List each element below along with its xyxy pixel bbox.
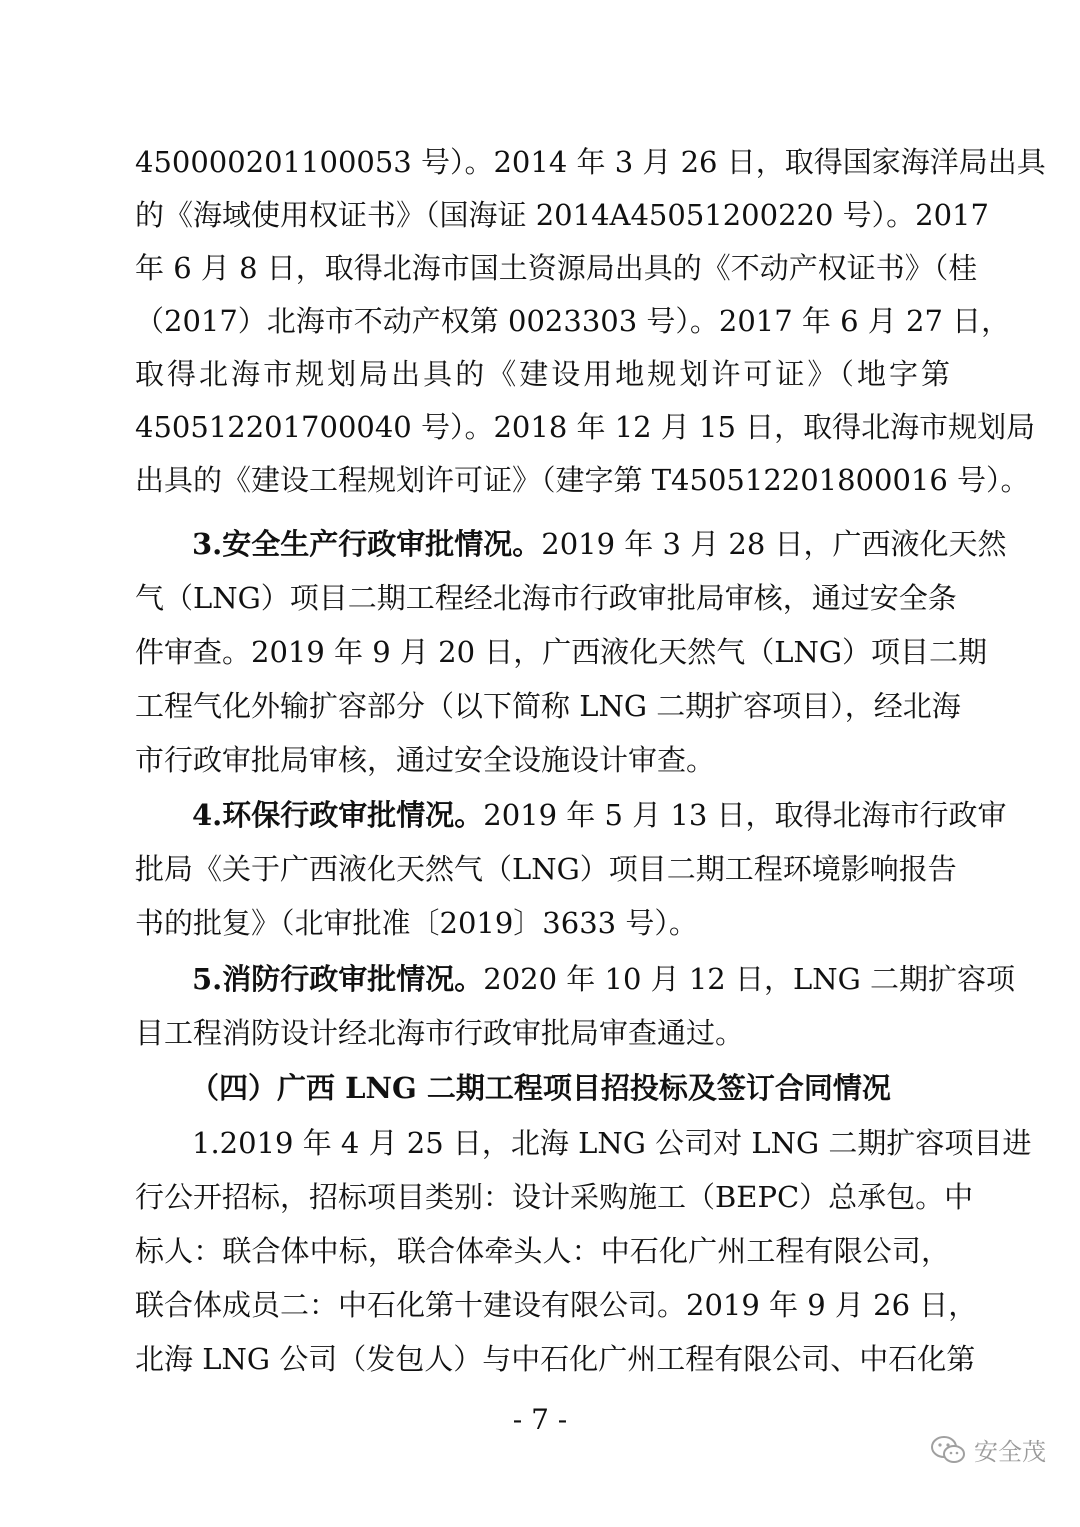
text-line: 450512201700040 号）。2018 年 12 月 15 日，取得北海市规划局	[135, 410, 1036, 444]
section-5-text: 2020 年 10 月 12 日，LNG 二期扩容项	[483, 962, 1015, 996]
text-line: 工程气化外输扩容部分（以下简称 LNG 二期扩容项目），经北海	[135, 689, 961, 723]
section-4-title: 4.环保行政审批情况。	[192, 798, 484, 832]
text-line: 书的批复》（北审批准〔2019〕3633 号）。	[135, 906, 698, 940]
text-line: 气（LNG）项目二期工程经北海市行政审批局审核，通过安全条	[135, 581, 957, 615]
text-line: 取得北海市规划局出具的《建设用地规划许可证》（地字第	[135, 357, 950, 391]
text-line: 联合体成员二：中石化第十建设有限公司。2019 年 9 月 26 日，	[135, 1288, 978, 1322]
wechat-icon	[930, 1435, 966, 1465]
section-5-title: 5.消防行政审批情况。	[192, 962, 484, 996]
section-4-text: 2019 年 5 月 13 日，取得北海市行政审	[483, 798, 1007, 832]
text-line: 出具的《建设工程规划许可证》（建字第 T450512201800016 号）。	[135, 463, 1030, 497]
section-4-first-line	[192, 795, 1007, 835]
text-line: 行公开招标，招标项目类别：设计采购施工（BEPC）总承包。中	[135, 1180, 974, 1214]
section-3-text: 2019 年 3 月 28 日，广西液化天然	[541, 527, 1007, 561]
text-line: （2017）北海市不动产权第 0023303 号）。2017 年 6 月 27 日，	[135, 304, 1011, 338]
text-line: 450000201100053 号）。2014 年 3 月 26 日，取得国家海洋局出具	[135, 145, 1046, 179]
text-line: 的《海域使用权证书》（国海证 2014A45051200220 号）。2017	[135, 198, 989, 232]
text-line: 批局《关于广西液化天然气（LNG）项目二期工程环境影响报告	[135, 852, 957, 886]
section-3-first-line	[192, 524, 1007, 564]
text-line: 目工程消防设计经北海市行政审批局审查通过。	[135, 1016, 745, 1050]
watermark-text: 安全茂	[974, 1438, 1046, 1466]
text-line: 北海 LNG 公司（发包人）与中石化广州工程有限公司、中石化第	[135, 1342, 976, 1376]
watermark	[930, 1432, 1046, 1467]
item-1-first-line: 1.2019 年 4 月 25 日，北海 LNG 公司对 LNG 二期扩容项目进	[192, 1126, 1032, 1160]
section-heading-4: （四）广西 LNG 二期工程项目招投标及签订合同情况	[190, 1071, 891, 1105]
text-line: 标人：联合体中标，联合体牵头人：中石化广州工程有限公司，	[135, 1234, 950, 1268]
page-number: - 7 -	[512, 1403, 568, 1436]
text-line: 市行政审批局审核，通过安全设施设计审查。	[135, 743, 716, 777]
section-5-first-line	[192, 959, 1015, 999]
section-3-title: 3.安全生产行政审批情况。	[192, 527, 542, 561]
text-line: 年 6 月 8 日，取得北海市国土资源局出具的《不动产权证书》（桂	[135, 251, 978, 285]
text-line: 件审查。2019 年 9 月 20 日，广西液化天然气（LNG）项目二期	[135, 635, 988, 669]
